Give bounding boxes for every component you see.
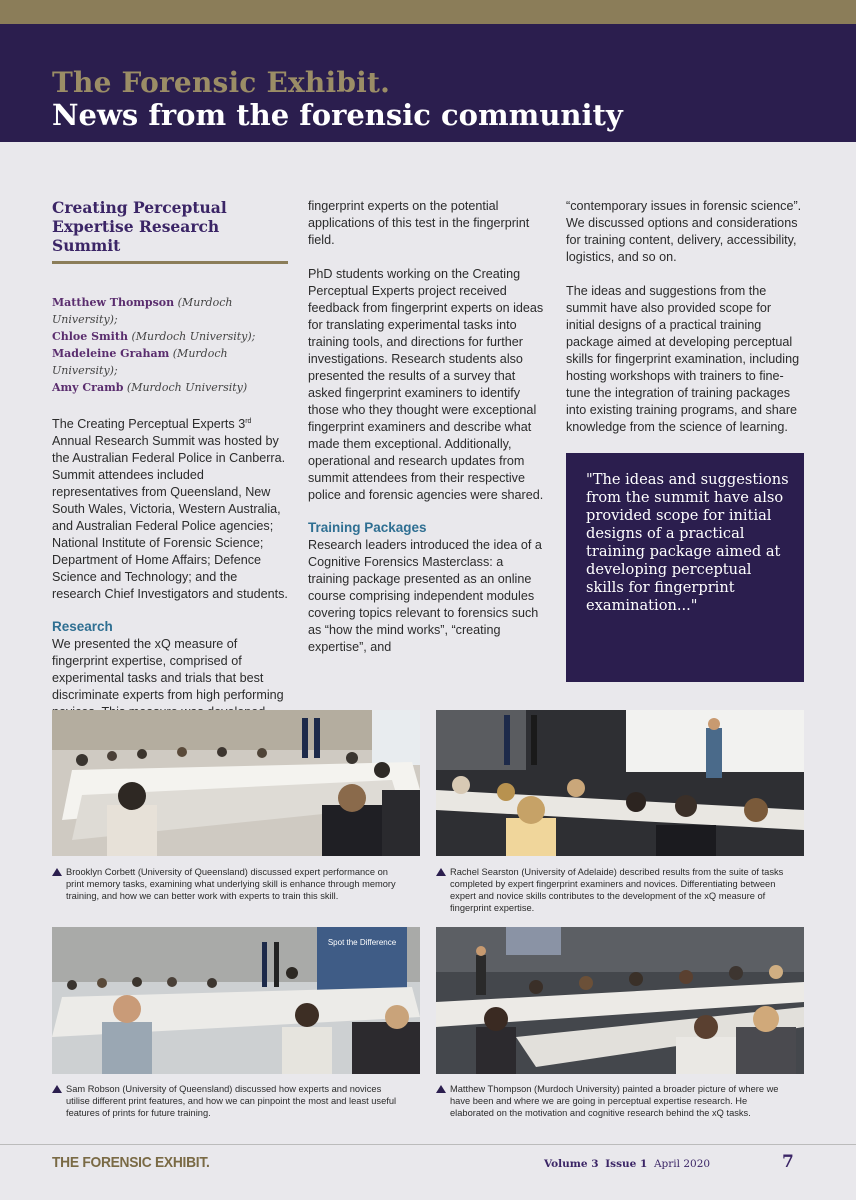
- author-list: [52, 294, 288, 396]
- top-accent-bar: [0, 0, 856, 24]
- training-paragraph-1: Research leaders introduced the idea of a Cognitive Forensics Masterclass: a training package presented as an online course comprising independent modules covering topics relevant to forensics such as “how the mind works”, “creating expertise”, and: [308, 538, 542, 654]
- article-column-2: [308, 198, 544, 673]
- pull-quote-text: "The ideas and suggestions from the summit have also provided scope for initial designs of a practical training package aimed at developing perceptual skills for fingerprint examination...": [586, 471, 789, 614]
- photo-caption: Matthew Thompson (Murdoch University) painted a broader picture of where we have been and where we are going in perceptual expertise research. He elaborated on the motivation and cognitive research behind the xQ tasks.: [436, 1083, 788, 1119]
- caption-triangle-icon: [436, 868, 446, 876]
- footer-brand-logo: THE FORENSIC EXHIBIT.: [52, 1154, 210, 1171]
- training-paragraph-1-continued: “contemporary issues in forensic science”. We discussed options and considerations for training content, delivery, accessibility, logistics, and so on.: [566, 199, 802, 264]
- research-paragraph-1-continued: fingerprint experts on the potential applications of this test in the fingerprint field.: [308, 199, 530, 247]
- page-header: [0, 24, 856, 142]
- footer-divider: [0, 1144, 856, 1145]
- caption-triangle-icon: [52, 868, 62, 876]
- training-heading: Training Packages: [308, 520, 427, 535]
- author-line: Madeleine Graham (Murdoch University);: [52, 347, 228, 377]
- author-line: Amy Cramb (Murdoch University): [52, 381, 248, 394]
- presentation-photo: [436, 710, 804, 856]
- training-paragraph-2: The ideas and suggestions from the summit have also provided scope for initial designs of a practical training package aimed at developing perceptual skills for fingerprint examination, including hosting workshops with trainers to fine-tune the integration of training packages into existing training programs, and share knowledge from the science of learning.: [566, 284, 800, 434]
- meeting-photo-2: [52, 927, 420, 1074]
- meeting-photo-1: [52, 710, 420, 856]
- section-title: News from the forensic community: [52, 98, 623, 132]
- magazine-title: The Forensic Exhibit.: [52, 66, 391, 99]
- caption-triangle-icon: [52, 1085, 62, 1093]
- page-number: 7: [782, 1152, 794, 1172]
- article-column-3: [566, 198, 802, 453]
- issue-info: Volume 3 Issue 1 April 2020: [544, 1158, 711, 1170]
- research-paragraph-2: PhD students working on the Creating Perceptual Experts project received feedback from fingerprint experts on ideas for translating experimental tasks into training tools, and directions for further investigations. Research students also presented the results of a survey that asked fingerprint examiners to identify those who they thought were exceptional fingerprint examiners and describe what made them exceptional. Additionally, operational and research updates from summit attendees from their respective police and forensic agencies were shared.: [308, 267, 544, 502]
- photo-caption: Rachel Searston (University of Adelaide) described results from the suite of tasks completed by expert fingerprint examiners and novices. Differentiating between expert and novice skills contributes to the development of the xQ measure of fingerprint expertise.: [436, 866, 788, 914]
- pull-quote-box: [566, 453, 804, 682]
- intro-paragraph: The Creating Perceptual Experts 3rd Annual Research Summit was hosted by the Australian Federal Police in Canberra. Summit attendees included representatives from Queensland, New South Wales, Victoria, Western Australia, and Australian Federal Police agencies; National Institute of Forensic Science; Department of Home Affairs; Defence Science and Technology; and the research Chief Investigators and students.: [52, 417, 288, 602]
- author-line: Chloe Smith (Murdoch University);: [52, 330, 256, 343]
- author-line: Matthew Thompson (Murdoch University);: [52, 296, 233, 326]
- meeting-photo-3: [436, 927, 804, 1074]
- photo-caption: Sam Robson (University of Queensland) discussed how experts and novices utilise different print features, and how we can pinpoint the most and least useful features of prints for future training.: [52, 1083, 404, 1119]
- screen-title: Spot the Difference: [327, 938, 397, 947]
- photo-caption: Brooklyn Corbett (University of Queensland) discussed expert performance on print memory tasks, examining what underlying skill is enhance through memory training, and how we can better work with experts to train this skill.: [52, 866, 404, 902]
- research-heading: Research: [52, 619, 113, 635]
- research-paragraph-1: We presented the xQ measure of fingerprint expertise, comprised of experimental tasks and trials that best discriminate experts from high performing: [52, 637, 284, 703]
- article-title: Creating Perceptual Expertise Research Summit: [52, 198, 288, 264]
- caption-triangle-icon: [436, 1085, 446, 1093]
